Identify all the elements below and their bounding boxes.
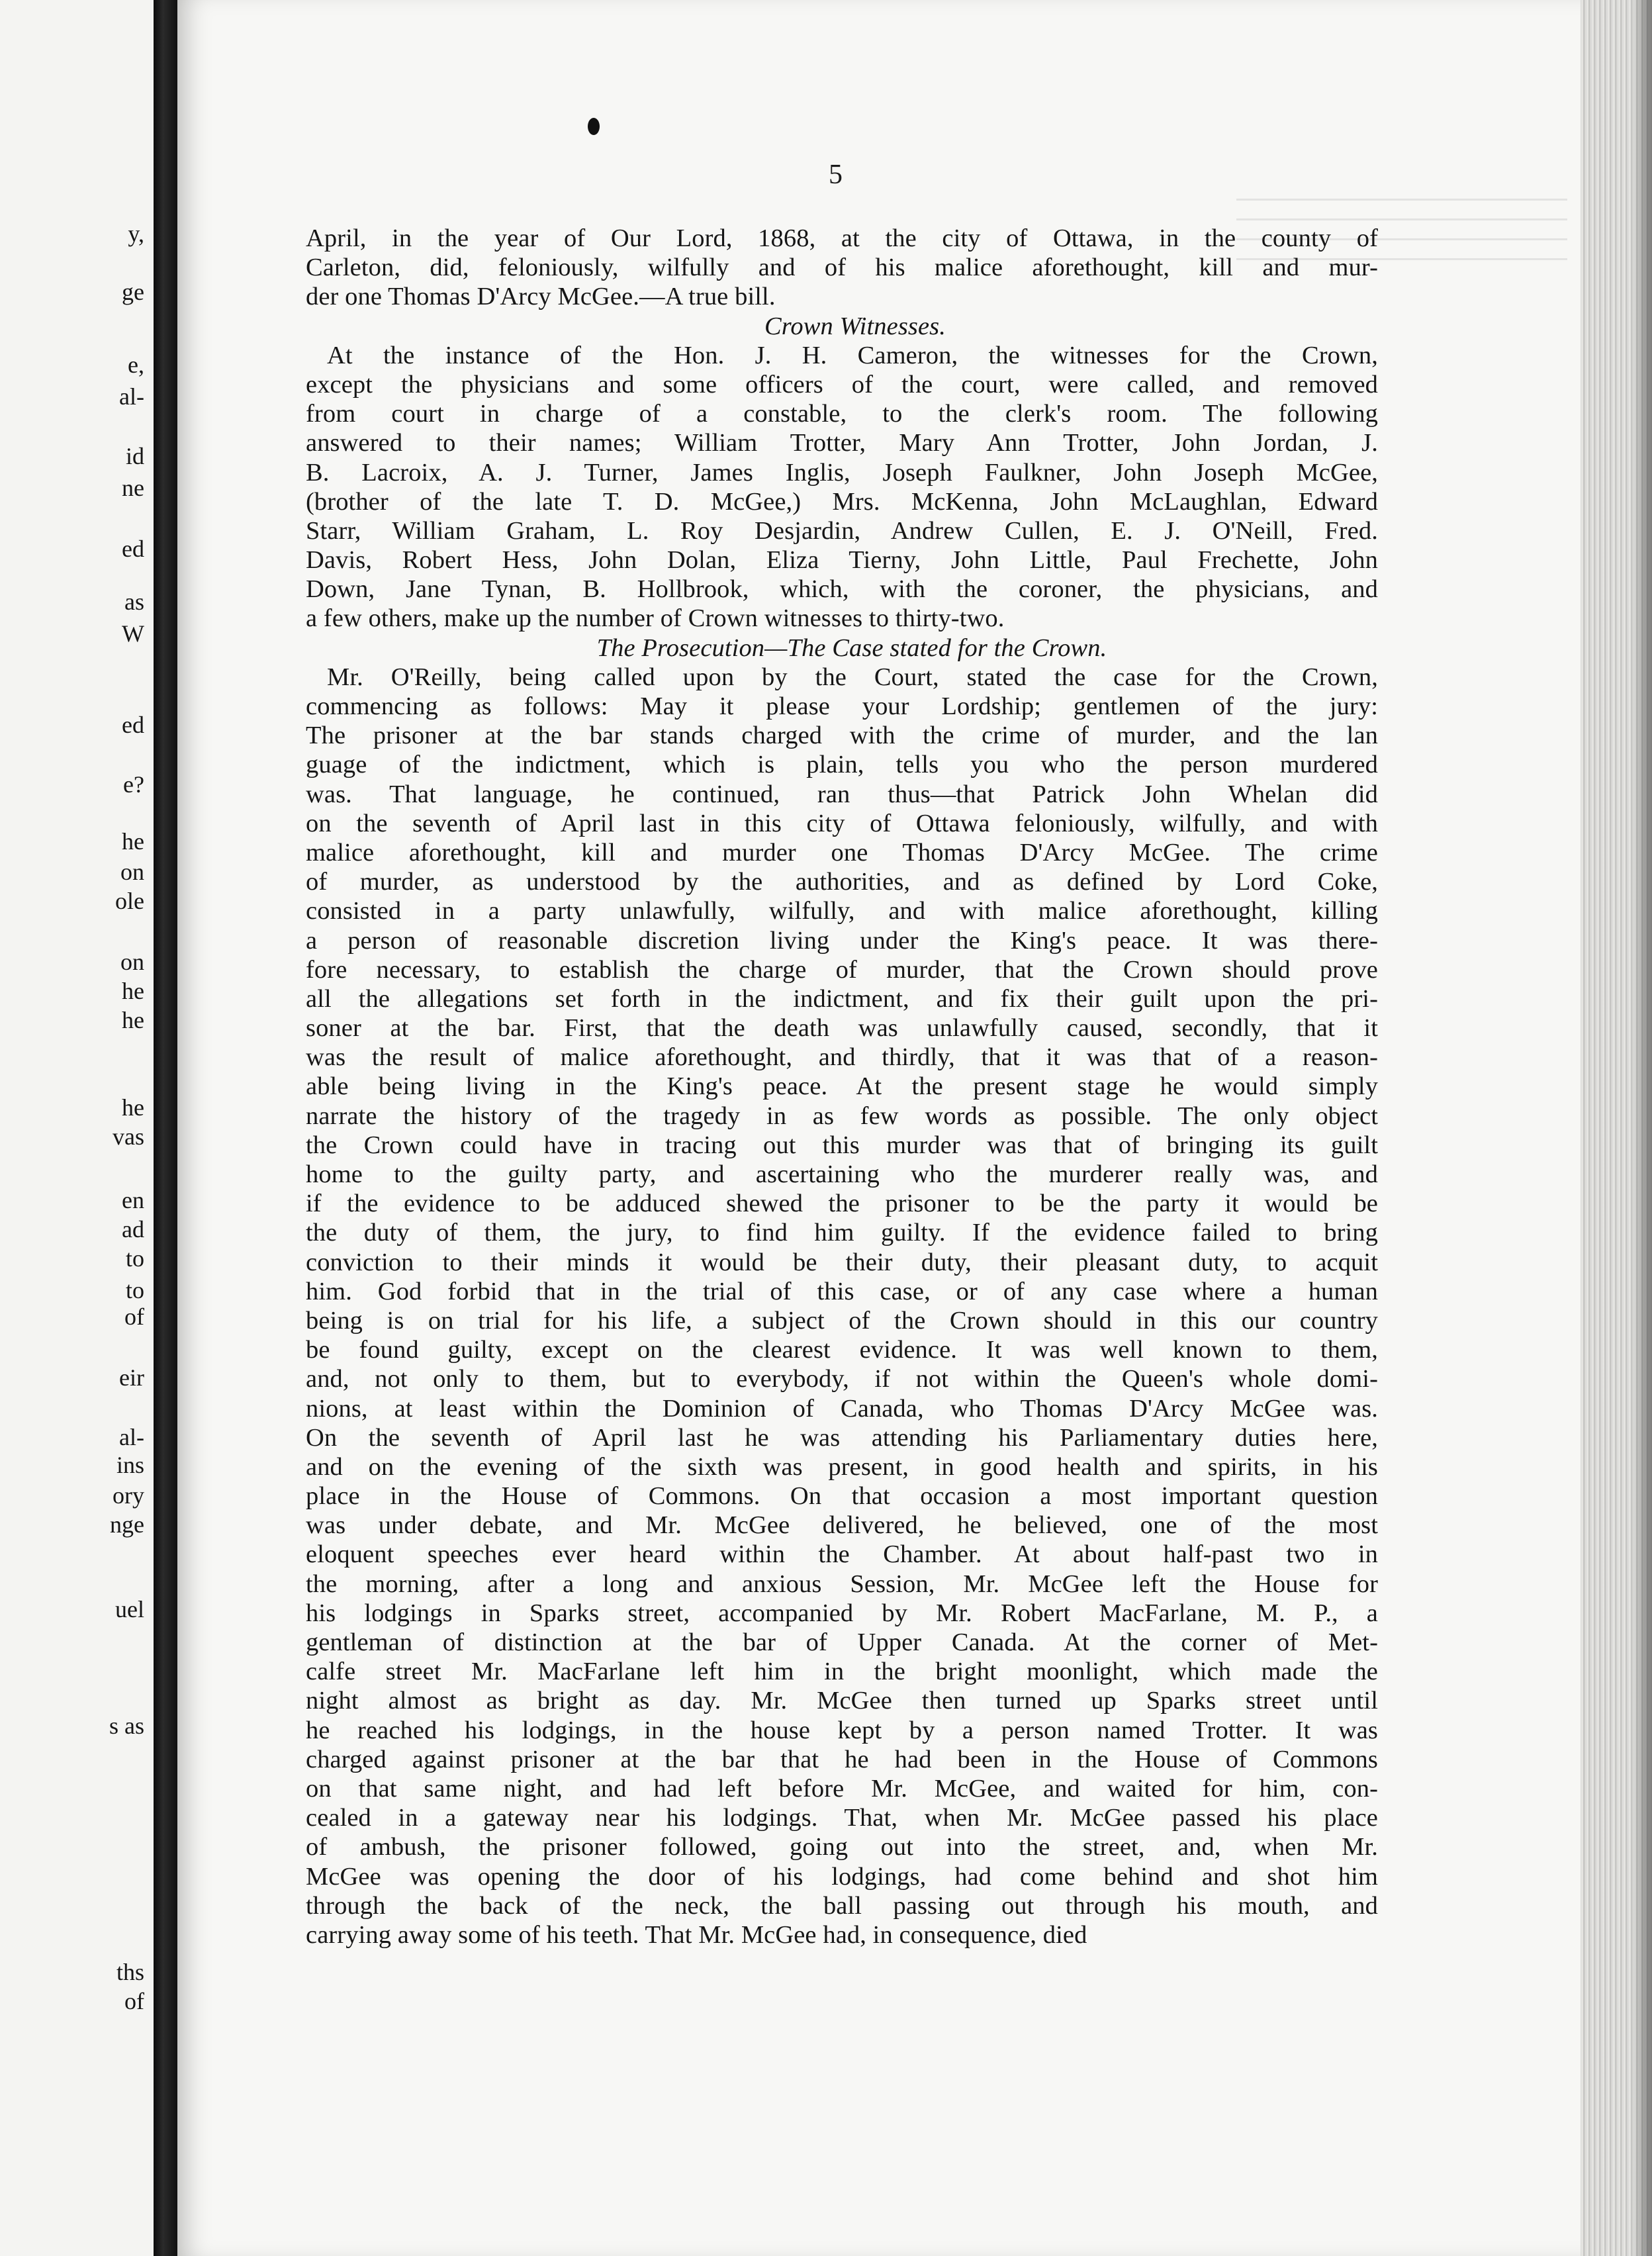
text-line: The prisoner at the bar stands charged with the crime of murder, and the lan — [306, 722, 1378, 750]
left-page-fragment: e, — [128, 352, 144, 378]
text-line: der one Thomas D'Arcy McGee.—A true bill. — [306, 283, 776, 311]
left-page-fragment: he — [122, 1094, 144, 1121]
left-page-fragment: eir — [119, 1364, 144, 1391]
prosecution-paragraph — [306, 663, 1378, 1950]
left-page-fragment: ne — [122, 475, 144, 501]
text-line: him. God forbid that in the trial of this case, or of any case where a human — [306, 1277, 1378, 1305]
text-line: soner at the bar. First, that the death was unlawfully caused, secondly, that it — [306, 1014, 1378, 1043]
left-page-fragment: ed — [122, 712, 144, 738]
text-line: of murder, as understood by the authorities, and as defined by Lord Coke, — [306, 868, 1378, 896]
witnesses-paragraph — [306, 341, 1378, 634]
text-line: being is on trial for his life, a subject of the Crown should in this our country — [306, 1306, 1378, 1335]
left-page-fragment: ins — [116, 1452, 144, 1478]
left-page-fragment: on — [120, 859, 144, 885]
text-line: gentleman of distinction at the bar of Upper Canada. At the corner of Met- — [306, 1628, 1378, 1656]
text-line: be found guilty, except on the clearest evidence. It was well known to them, — [306, 1336, 1378, 1364]
page-edges — [1581, 0, 1652, 2256]
text-line: On the seventh of April last he was attending his Parliamentary duties here, — [306, 1423, 1378, 1452]
left-page-fragment: id — [125, 443, 144, 469]
text-line: if the evidence to be adduced shewed the prisoner to be the party it would be — [306, 1190, 1378, 1218]
left-page-fragment: he — [122, 828, 144, 855]
text-line: a few others, make up the number of Crown witnesses to thirty-two. — [306, 604, 1005, 633]
text-line: through the back of the neck, the ball passing out through his mouth, and — [306, 1891, 1378, 1920]
text-line: place in the House of Commons. On that occasion a most important question — [306, 1482, 1378, 1511]
text-line: night almost as bright as day. Mr. McGee then turned up Sparks street until — [306, 1687, 1378, 1715]
text-line: home to the guilty party, and ascertaining who the murderer really was, and — [306, 1160, 1378, 1188]
text-line: (brother of the late T. D. McGee,) Mrs. McKenna, John McLaughlan, Edward — [306, 487, 1378, 516]
text-line: on the seventh of April last in this city of Ottawa feloniously, wilfully, and with — [306, 809, 1378, 837]
left-page-fragment: en — [122, 1187, 144, 1213]
left-page-fragment: ths — [116, 1959, 144, 1985]
text-line: eloquent speeches ever heard within the Chamber. At about half-past two in — [306, 1540, 1378, 1569]
left-page-fragment: he — [122, 1007, 144, 1033]
text-line: At the instance of the Hon. J. H. Cameron, the witnesses for the Crown, — [327, 341, 1378, 369]
text-line: calfe street Mr. MacFarlane left him in the bright moonlight, which made the — [306, 1658, 1378, 1686]
left-page-fragment: ge — [122, 279, 144, 305]
heading-crown-witnesses: Crown Witnesses. — [764, 312, 946, 340]
text-line: fore necessary, to establish the charge of murder, that the Crown should prove — [306, 955, 1378, 984]
left-page-fragment: vas — [113, 1123, 144, 1150]
text-line: answered to their names; William Trotter, Mary Ann Trotter, John Jordan, J. — [306, 429, 1378, 457]
left-page-fragment: W — [122, 620, 144, 647]
heading-prosecution: The Prosecution—The Case stated for the Crown. — [596, 634, 1107, 662]
left-page-edge — [0, 0, 154, 2256]
left-page-fragment: on — [120, 949, 144, 975]
left-page-fragment: to — [125, 1245, 144, 1272]
left-page-fragment: of — [124, 1988, 144, 2014]
left-page-fragment: nge — [110, 1511, 144, 1538]
left-page-fragment: ed — [122, 536, 144, 562]
text-line: except the physicians and some officers of the court, were called, and removed — [306, 370, 1378, 399]
text-line: commencing as follows: May it please your Lordship; gentlemen of the jury: — [306, 692, 1378, 720]
text-line: he reached his lodgings, in the house kept by a person named Trotter. It was — [306, 1716, 1378, 1744]
left-page-fragment: to — [125, 1277, 144, 1303]
text-line: nions, at least within the Dominion of Canada, who Thomas D'Arcy McGee was. — [306, 1394, 1378, 1423]
page-number: 5 — [829, 160, 843, 190]
text-line: Carleton, did, feloniously, wilfully and of his malice aforethought, kill and mur- — [306, 254, 1378, 282]
text-line: McGee was opening the door of his lodgings, had come behind and shot him — [306, 1862, 1378, 1891]
text-line: consisted in a party unlawfully, wilfully, and with malice aforethought, killing — [306, 897, 1378, 925]
book-gutter — [154, 0, 177, 2256]
left-page-fragment: s as — [109, 1713, 144, 1739]
text-line: able being living in the King's peace. At the present stage he would simply — [306, 1072, 1378, 1101]
text-line: the Crown could have in tracing out this murder was that of bringing its guilt — [306, 1131, 1378, 1159]
text-line: malice aforethought, kill and murder one Thomas D'Arcy McGee. The crime — [306, 838, 1378, 867]
left-page-fragment: al- — [119, 383, 144, 410]
left-page-fragment: he — [122, 978, 144, 1004]
text-line: from court in charge of a constable, to the clerk's room. The following — [306, 400, 1378, 428]
text-line: cealed in a gateway near his lodgings. That, when Mr. McGee passed his place — [306, 1804, 1378, 1832]
text-line: April, in the year of Our Lord, 1868, at the city of Ottawa, in the county of — [306, 224, 1378, 252]
left-page-fragment: of — [124, 1303, 144, 1330]
text-line: narrate the history of the tragedy in as few words as possible. The only object — [306, 1102, 1378, 1130]
left-page-fragment: uel — [115, 1596, 144, 1622]
text-line: the morning, after a long and anxious Session, Mr. McGee left the House for — [306, 1570, 1378, 1598]
opening-paragraph — [306, 224, 1378, 312]
text-line: was the result of malice aforethought, and thirdly, that it was that of a reason- — [306, 1043, 1378, 1072]
ink-mark — [588, 118, 600, 135]
left-page-fragment: ole — [115, 888, 144, 914]
text-line: the duty of them, the jury, to find him guilty. If the evidence failed to bring — [306, 1219, 1378, 1247]
text-line: and on the evening of the sixth was present, in good health and spirits, in his — [306, 1452, 1378, 1481]
text-line: carrying away some of his teeth. That Mr. McGee had, in consequence, died — [306, 1920, 1087, 1949]
left-page-fragment: ory — [113, 1482, 144, 1509]
left-page-fragment: as — [124, 588, 144, 615]
text-line: guage of the indictment, which is plain, tells you who the person murdered — [306, 751, 1378, 779]
text-line: Mr. O'Reilly, being called upon by the Court, stated the case for the Crown, — [327, 663, 1378, 691]
text-line: Starr, William Graham, L. Roy Desjardin, Andrew Cullen, E. J. O'Neill, Fred. — [306, 516, 1378, 545]
left-page-fragment: ad — [122, 1216, 144, 1243]
text-line: charged against prisoner at the bar that he had been in the House of Commons — [306, 1745, 1378, 1773]
body-text — [306, 224, 1378, 1950]
text-line: Davis, Robert Hess, John Dolan, Eliza Tierny, John Little, Paul Frechette, John — [306, 546, 1378, 575]
left-page-fragment: al- — [119, 1424, 144, 1450]
text-line: a person of reasonable discretion living under the King's peace. It was there- — [306, 926, 1378, 955]
text-line: was. That language, he continued, ran thus—that Patrick John Whelan did — [306, 780, 1378, 808]
text-line: his lodgings in Sparks street, accompanied by Mr. Robert MacFarlane, M. P., a — [306, 1599, 1378, 1627]
left-page-fragment: y, — [128, 220, 144, 247]
text-line: and, not only to them, but to everybody, if not within the Queen's whole domi- — [306, 1365, 1378, 1393]
text-line: on that same night, and had left before Mr. McGee, and waited for him, con- — [306, 1774, 1378, 1803]
text-line: Down, Jane Tynan, B. Hollbrook, which, with the coroner, the physicians, and — [306, 575, 1378, 604]
text-line: B. Lacroix, A. J. Turner, James Inglis, Joseph Faulkner, John Joseph McGee, — [306, 458, 1378, 487]
text-line: conviction to their minds it would be their duty, their pleasant duty, to acquit — [306, 1248, 1378, 1276]
left-page-fragment: e? — [123, 771, 144, 798]
text-line: of ambush, the prisoner followed, going out into the street, and, when Mr. — [306, 1833, 1378, 1861]
text-line: all the allegations set forth in the indictment, and fix their guilt upon the pri- — [306, 984, 1378, 1013]
text-line: was under debate, and Mr. McGee delivered, he believed, one of the most — [306, 1511, 1378, 1540]
